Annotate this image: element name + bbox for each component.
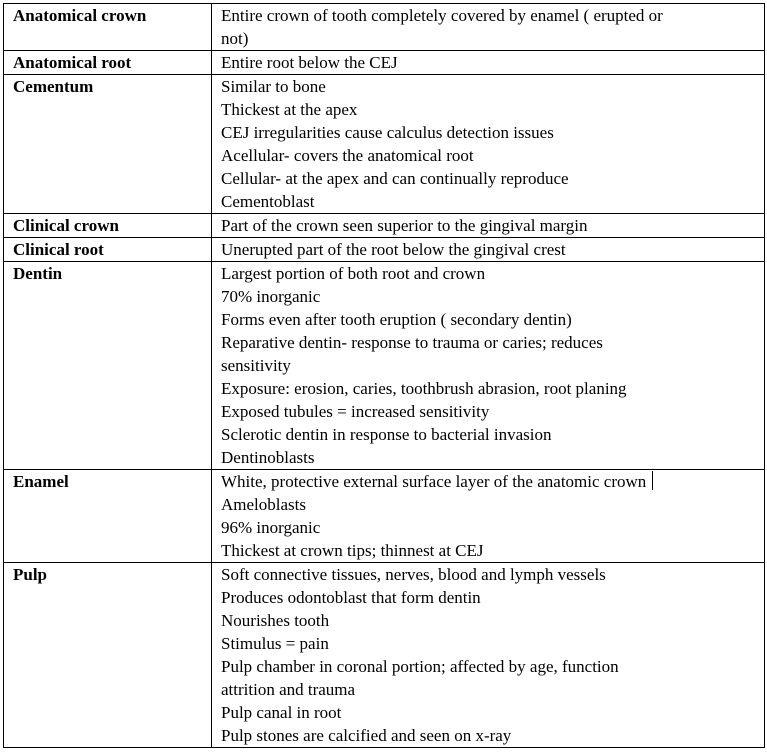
description-text: Similar to bone (221, 77, 326, 96)
description-text: sensitivity (221, 356, 291, 375)
table-row (4, 75, 765, 214)
description-line (221, 563, 756, 586)
description-line (221, 539, 756, 562)
text-cursor (652, 471, 653, 490)
description-text: CEJ irregularities cause calculus detection issues (221, 123, 554, 142)
description-text: Ameloblasts (221, 495, 306, 514)
description-text: Acellular- covers the anatomical root (221, 146, 474, 165)
description-text: Part of the crown seen superior to the gingival margin (221, 216, 588, 235)
description-line (221, 400, 756, 423)
table-body (4, 4, 765, 748)
description-text: White, protective external surface layer of the anatomic crown (221, 472, 647, 491)
description-text: Reparative dentin- response to trauma or caries; reduces (221, 333, 603, 352)
term-cell (4, 262, 212, 470)
term-label: Cementum (13, 77, 94, 96)
description-line (221, 308, 756, 331)
description-text: Sclerotic dentin in response to bacterial invasion (221, 425, 552, 444)
description-line (221, 516, 756, 539)
description-line (221, 285, 756, 308)
description-line (221, 331, 756, 354)
description-line (221, 27, 756, 50)
description-text: Forms even after tooth eruption ( secondary dentin) (221, 310, 572, 329)
term-label: Anatomical root (13, 53, 132, 72)
description-cell (212, 51, 765, 75)
description-text: Thickest at the apex (221, 100, 358, 119)
description-text: Pulp stones are calcified and seen on x-ray (221, 726, 512, 745)
term-label: Clinical crown (13, 216, 119, 235)
description-line (221, 701, 756, 724)
description-line (221, 632, 756, 655)
term-label: Anatomical crown (13, 6, 147, 25)
description-line (221, 446, 756, 469)
description-text: Unerupted part of the root below the gingival crest (221, 240, 566, 259)
description-cell (212, 262, 765, 470)
description-text: Cellular- at the apex and can continually reproduce (221, 169, 569, 188)
description-text: Exposed tubules = increased sensitivity (221, 402, 490, 421)
description-text: Pulp canal in root (221, 703, 342, 722)
table-row (4, 4, 765, 51)
description-line (221, 214, 756, 237)
term-label: Enamel (13, 472, 69, 491)
description-line (221, 586, 756, 609)
term-label: Dentin (13, 264, 63, 283)
description-line (221, 190, 756, 213)
description-text: Produces odontoblast that form dentin (221, 588, 481, 607)
description-line (221, 51, 756, 74)
description-line (221, 377, 756, 400)
description-cell (212, 4, 765, 51)
dental-terms-table (3, 3, 765, 748)
term-cell (4, 470, 212, 563)
description-line (221, 262, 756, 285)
table-row (4, 470, 765, 563)
description-text: Entire root below the CEJ (221, 53, 398, 72)
description-line (221, 655, 756, 678)
description-cell (212, 470, 765, 563)
table-row (4, 262, 765, 470)
description-text: Exposure: erosion, caries, toothbrush abrasion, root planing (221, 379, 627, 398)
term-cell (4, 563, 212, 748)
description-line (221, 354, 756, 377)
description-text: not) (221, 29, 249, 48)
description-text: Thickest at crown tips; thinnest at CEJ (221, 541, 484, 560)
description-cell (212, 75, 765, 214)
term-cell (4, 4, 212, 51)
term-label: Pulp (13, 565, 48, 584)
description-line (221, 4, 756, 27)
term-cell (4, 51, 212, 75)
description-line (221, 121, 756, 144)
term-cell (4, 75, 212, 214)
description-text: Cementoblast (221, 192, 315, 211)
description-cell (212, 214, 765, 238)
table-row (4, 214, 765, 238)
description-text: Soft connective tissues, nerves, blood and lymph vessels (221, 565, 606, 584)
description-line (221, 238, 756, 261)
description-line (221, 423, 756, 446)
table-row (4, 563, 765, 748)
table-row (4, 238, 765, 262)
description-text: Pulp chamber in coronal portion; affected by age, function (221, 657, 619, 676)
term-cell (4, 238, 212, 262)
description-line (221, 144, 756, 167)
description-text: Dentinoblasts (221, 448, 315, 467)
description-line (221, 609, 756, 632)
description-text: attrition and trauma (221, 680, 356, 699)
description-cell (212, 238, 765, 262)
description-line (221, 470, 756, 493)
description-text: Nourishes tooth (221, 611, 330, 630)
description-text: 70% inorganic (221, 287, 321, 306)
description-line (221, 98, 756, 121)
description-text: Entire crown of tooth completely covered by enamel ( erupted or (221, 6, 663, 25)
description-line (221, 678, 756, 701)
description-line (221, 75, 756, 98)
description-text: Largest portion of both root and crown (221, 264, 486, 283)
description-text: Stimulus = pain (221, 634, 329, 653)
table-row (4, 51, 765, 75)
description-line (221, 493, 756, 516)
description-text: 96% inorganic (221, 518, 321, 537)
description-line (221, 724, 756, 747)
description-line (221, 167, 756, 190)
description-cell (212, 563, 765, 748)
term-cell (4, 214, 212, 238)
term-label: Clinical root (13, 240, 104, 259)
